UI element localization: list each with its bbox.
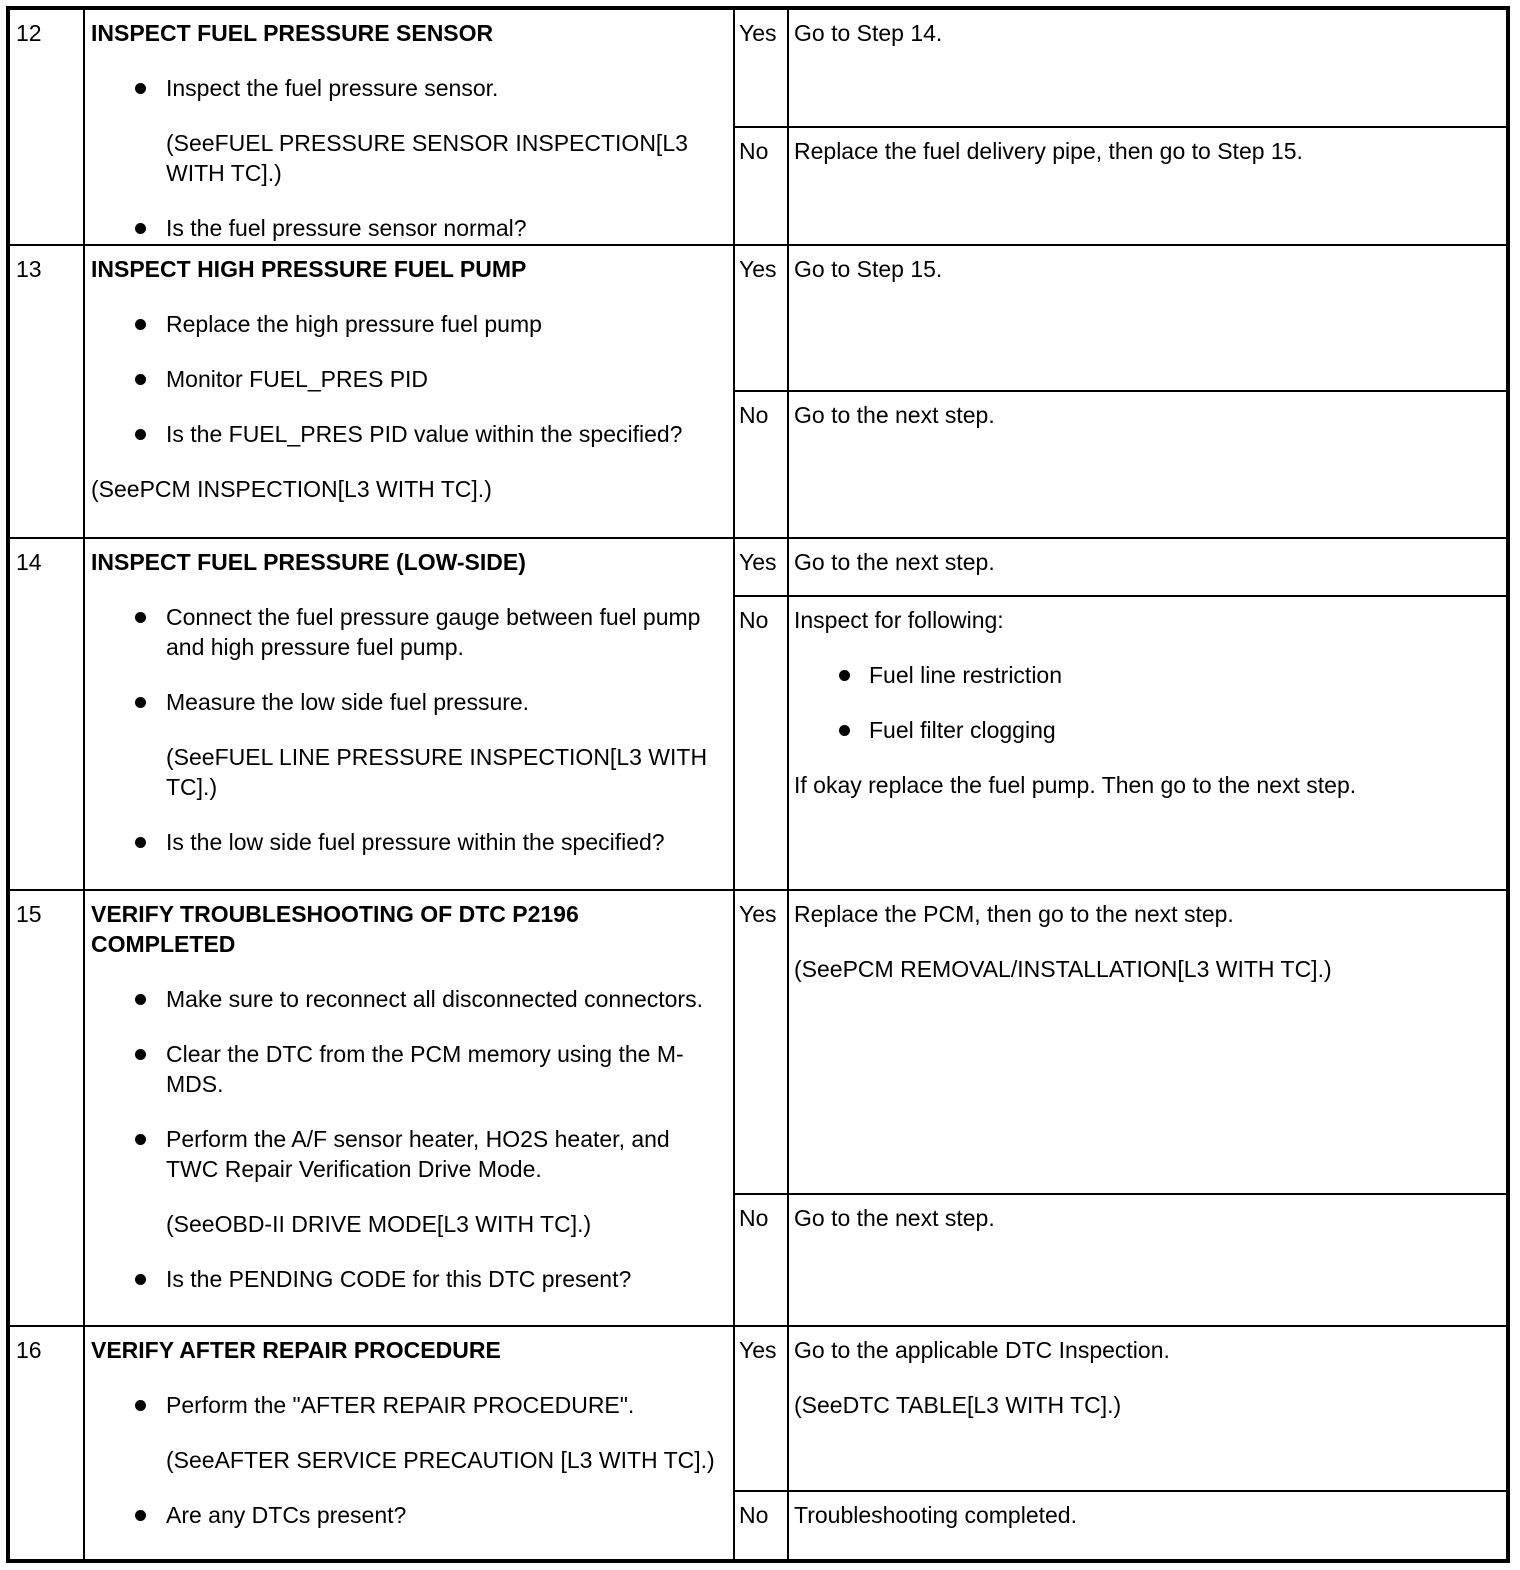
reference-link[interactable]: (SeeFUEL LINE PRESSURE INSPECTION[L3 WITH TC].) <box>166 744 708 800</box>
reference-link[interactable]: (SeeFUEL PRESSURE SENSOR INSPECTION[L3 WITH TC].) <box>166 130 688 186</box>
yes-label: Yes <box>734 8 788 127</box>
step-number: 14 <box>8 538 84 890</box>
no-result <box>788 1491 1508 1561</box>
step-action-cell <box>84 890 734 1326</box>
result-text: Troubleshooting completed. <box>794 1502 1077 1528</box>
yes-result <box>788 1326 1508 1491</box>
reference-link[interactable]: (SeeOBD-II DRIVE MODE[L3 WITH TC].) <box>166 1211 592 1237</box>
action-list <box>91 73 727 103</box>
action-bullet: Perform the A/F sensor heater, HO2S heater, and TWC Repair Verification Drive Mode. <box>91 1124 727 1184</box>
reference-link[interactable]: (SeeDTC TABLE[L3 WITH TC].) <box>794 1392 1122 1418</box>
no-result <box>788 127 1508 245</box>
yes-label: Yes <box>734 890 788 1194</box>
step-title: VERIFY TROUBLESHOOTING OF DTC P2196 COMPLETED <box>91 901 579 957</box>
action-bullet: Is the fuel pressure sensor normal? <box>91 213 727 243</box>
result-text: Go to the next step. <box>794 1205 995 1231</box>
action-bullet: Connect the fuel pressure gauge between fuel pump and high pressure fuel pump. <box>91 602 727 662</box>
action-bullet: Make sure to reconnect all disconnected connectors. <box>91 984 727 1014</box>
yes-result <box>788 538 1508 596</box>
step-12-yes-row <box>8 8 1508 127</box>
action-bullet: Is the PENDING CODE for this DTC present? <box>91 1264 727 1294</box>
no-label: No <box>734 127 788 245</box>
action-bullet: Perform the "AFTER REPAIR PROCEDURE". <box>91 1390 727 1420</box>
action-bullet: Clear the DTC from the PCM memory using the M-MDS. <box>91 1039 727 1099</box>
action-list <box>91 1390 727 1420</box>
reference-link[interactable]: (SeeAFTER SERVICE PRECAUTION [L3 WITH TC].) <box>166 1447 715 1473</box>
action-list <box>91 309 727 449</box>
action-bullet: Is the FUEL_PRES PID value within the specified? <box>91 419 727 449</box>
step-action-cell <box>84 245 734 538</box>
step-number: 16 <box>8 1326 84 1561</box>
step-number: 12 <box>8 8 84 245</box>
step-title: INSPECT HIGH PRESSURE FUEL PUMP <box>91 256 527 282</box>
step-14-yes-row <box>8 538 1508 596</box>
step-title: INSPECT FUEL PRESSURE SENSOR <box>91 20 494 46</box>
step-16-yes-row <box>8 1326 1508 1491</box>
no-label: No <box>734 1491 788 1561</box>
action-list <box>91 984 727 1184</box>
action-list <box>91 213 727 243</box>
yes-label: Yes <box>734 1326 788 1491</box>
yes-result <box>788 245 1508 391</box>
no-label: No <box>734 596 788 890</box>
action-list <box>91 1264 727 1294</box>
action-bullet: Are any DTCs present? <box>91 1500 727 1530</box>
no-label: No <box>734 1194 788 1326</box>
step-15-yes-row <box>8 890 1508 1194</box>
action-bullet: Measure the low side fuel pressure. <box>91 687 727 717</box>
reference-link[interactable]: (SeePCM INSPECTION[L3 WITH TC].) <box>91 476 492 502</box>
action-bullet: Replace the high pressure fuel pump <box>91 309 727 339</box>
result-text: Go to the next step. <box>794 549 995 575</box>
step-number: 13 <box>8 245 84 538</box>
step-action-cell <box>84 1326 734 1561</box>
result-text: Go to Step 14. <box>794 20 943 46</box>
step-number: 15 <box>8 890 84 1326</box>
no-result <box>788 391 1508 538</box>
action-list <box>91 1500 727 1530</box>
result-bullet: Fuel line restriction <box>794 660 1500 690</box>
yes-result <box>788 8 1508 127</box>
action-list <box>91 827 727 857</box>
step-action-cell <box>84 8 734 245</box>
result-text: Inspect for following: <box>794 607 1004 633</box>
no-result <box>788 1194 1508 1326</box>
result-text: Replace the fuel delivery pipe, then go to Step 15. <box>794 138 1303 164</box>
result-text: Go to Step 15. <box>794 256 943 282</box>
yes-label: Yes <box>734 245 788 391</box>
diagnostic-procedure-table <box>6 6 1510 1563</box>
action-bullet: Is the low side fuel pressure within the specified? <box>91 827 727 857</box>
result-text: Go to the applicable DTC Inspection. <box>794 1337 1170 1363</box>
yes-result <box>788 890 1508 1194</box>
action-list <box>91 602 727 717</box>
result-text: If okay replace the fuel pump. Then go to the next step. <box>794 772 1357 798</box>
result-list <box>794 660 1500 745</box>
no-label: No <box>734 391 788 538</box>
action-bullet: Inspect the fuel pressure sensor. <box>91 73 727 103</box>
yes-label: Yes <box>734 538 788 596</box>
step-13-yes-row <box>8 245 1508 391</box>
step-title: VERIFY AFTER REPAIR PROCEDURE <box>91 1337 501 1363</box>
result-text: Go to the next step. <box>794 402 995 428</box>
step-action-cell <box>84 538 734 890</box>
action-bullet: Monitor FUEL_PRES PID <box>91 364 727 394</box>
step-title: INSPECT FUEL PRESSURE (LOW-SIDE) <box>91 549 526 575</box>
no-result <box>788 596 1508 890</box>
reference-link[interactable]: (SeePCM REMOVAL/INSTALLATION[L3 WITH TC].) <box>794 956 1332 982</box>
result-bullet: Fuel filter clogging <box>794 715 1500 745</box>
result-text: Replace the PCM, then go to the next step. <box>794 901 1234 927</box>
